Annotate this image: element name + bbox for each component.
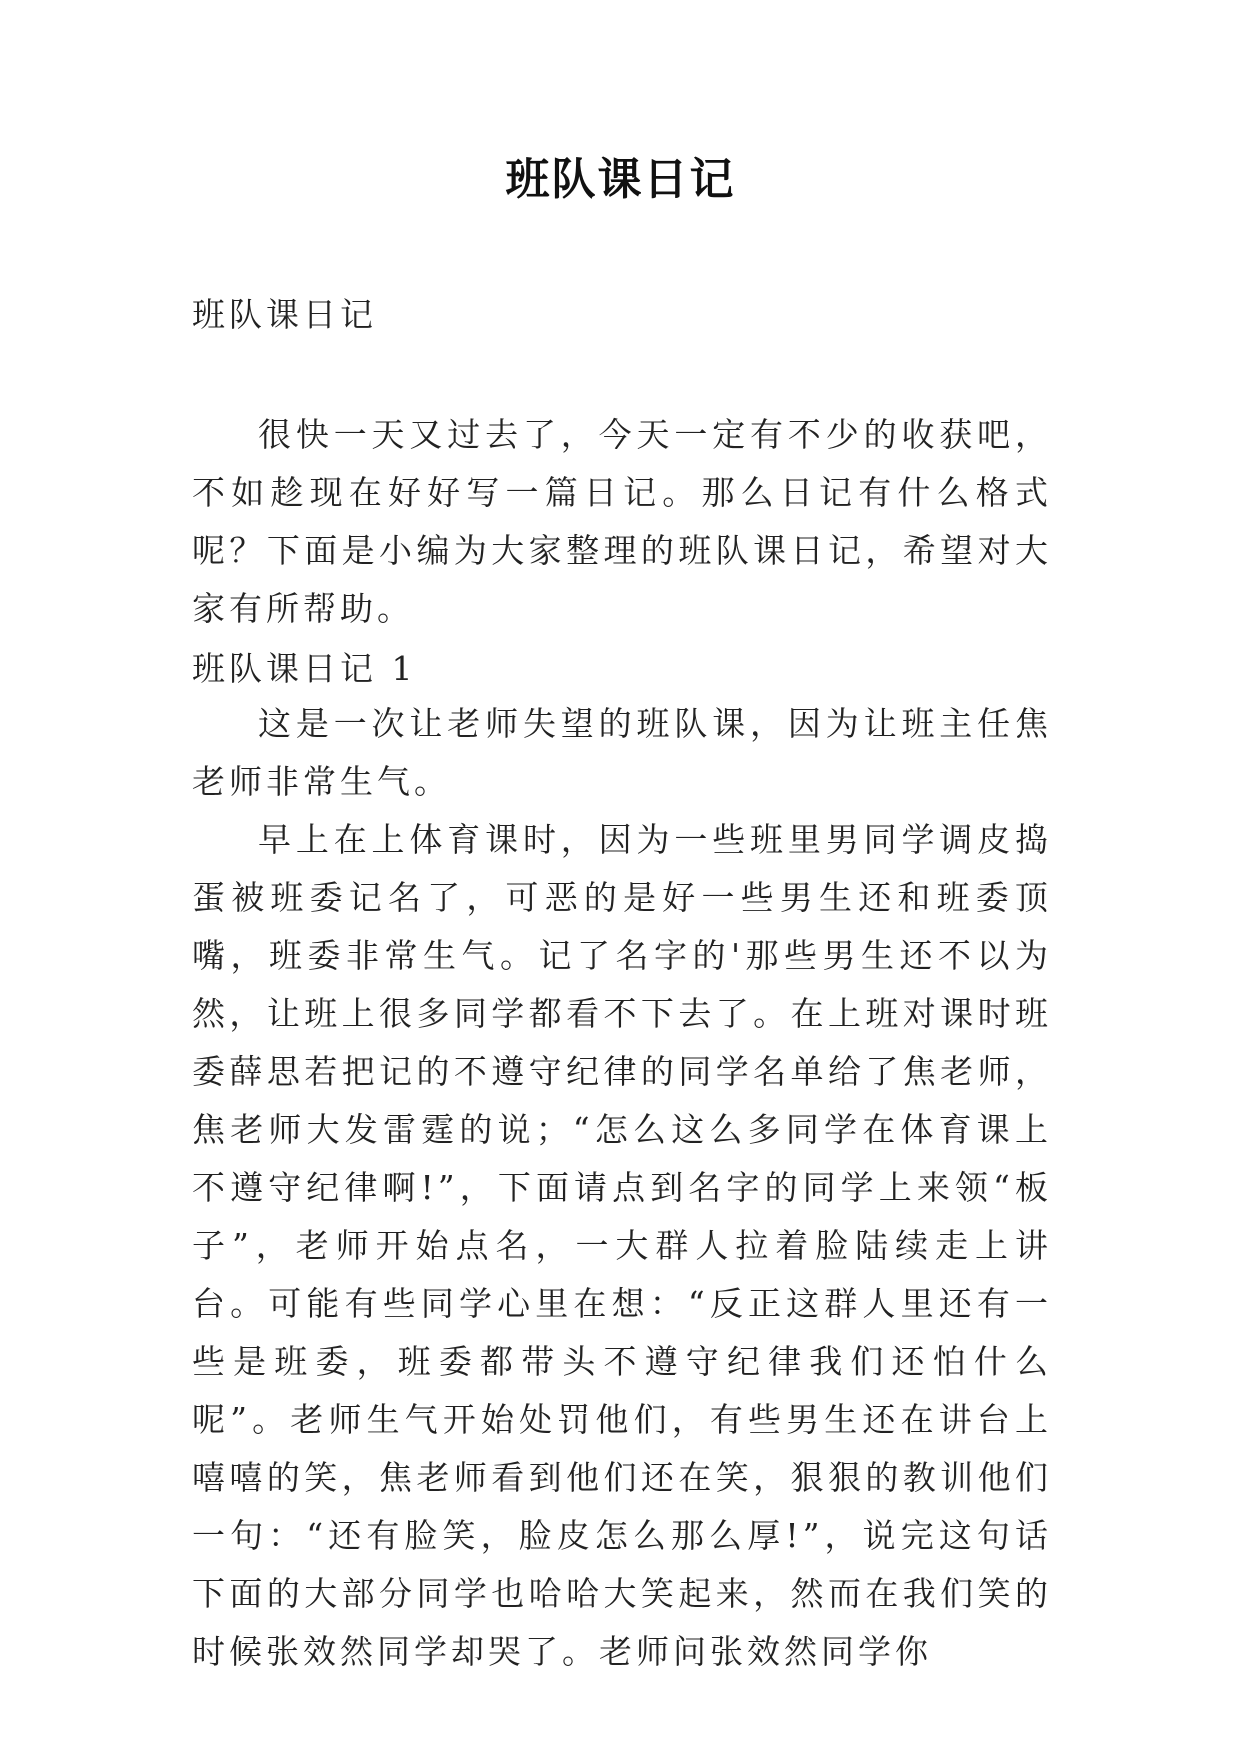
paragraph: 早上在上体育课时，因为一些班里男同学调皮捣蛋被班委记名了，可恶的是好一些男生还和班委顶嘴，班委非常生气。记了名字的'那些男生还不以为然，让班上很多同学都看不下去了。在上班对课时班委薛思若把记的不遵守纪律的同学名单给了焦老师，焦老师大发雷霆的说；“怎么这么多同学在体育课上不遵守纪律啊!”，下面请点到名字的同学上来领“板子”，老师开始点名，一大群人拉着脸陆续走上讲台。可能有些同学心里在想：“反正这群人里还有一些是班委，班委都带头不遵守纪律我们还怕什么呢”。老师生气开始处罚他们，有些男生还在讲台上嘻嘻的笑，焦老师看到他们还在笑，狠狠的教训他们一句：“还有脸笑，脸皮怎么那么厚!”，说完这句话下面的大部分同学也哈哈大笑起来，然而在我们笑的时候张效然同学却哭了。老师问张效然同学你 — [192, 820, 1052, 1671]
diary-content — [192, 695, 1052, 1681]
intro-paragraph: 很快一天又过去了，今天一定有不少的收获吧，不如趁现在好好写一篇日记。那么日记有什么格式呢？下面是小编为大家整理的班队课日记，希望对大家有所帮助。 — [192, 415, 1052, 628]
document-subtitle: 班队课日记 — [192, 295, 377, 334]
paragraph: 这是一次让老师失望的班队课，因为让班主任焦老师非常生气。 — [192, 704, 1052, 801]
section-heading: 班队课日记 1 — [192, 649, 417, 688]
page-title: 班队课日记 — [505, 154, 736, 205]
